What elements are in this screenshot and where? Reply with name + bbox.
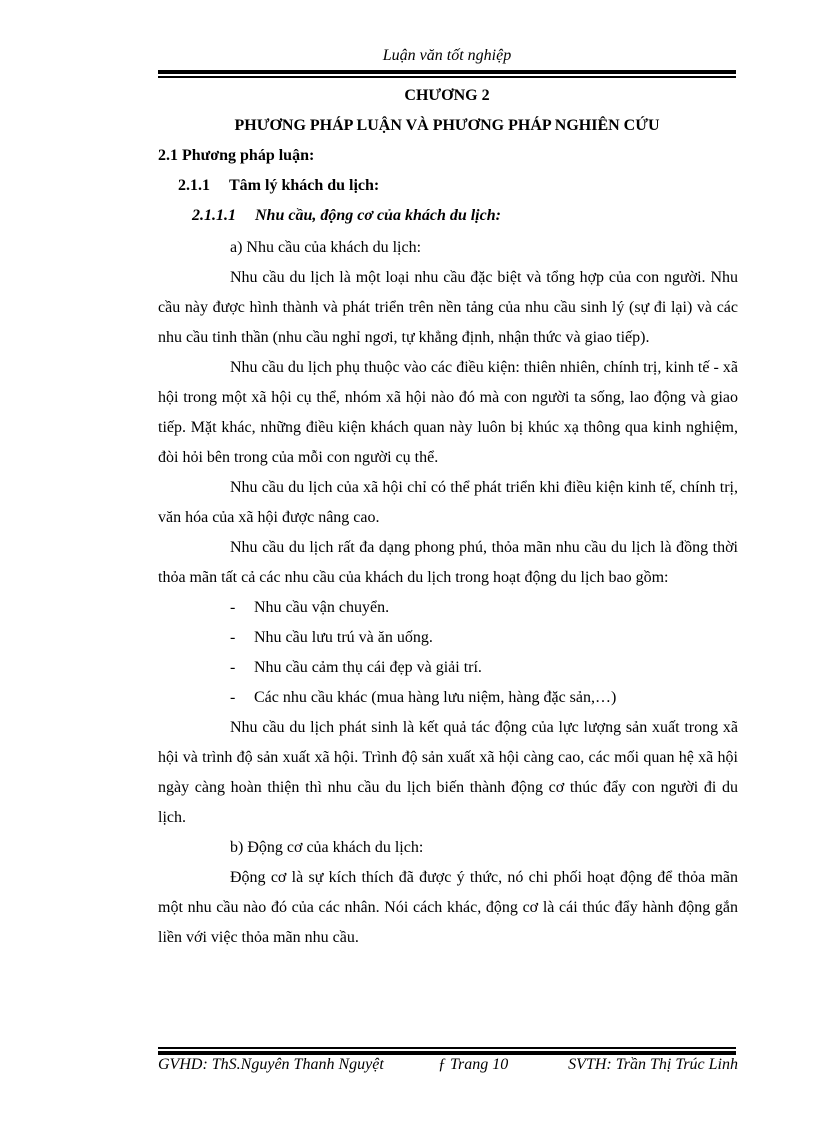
bullet-mark: -: [230, 689, 236, 706]
footer-rule-thin: [158, 1047, 736, 1049]
chapter-title: PHƯƠNG PHÁP LUẬN VÀ PHƯƠNG PHÁP NGHIÊN CỨU: [234, 117, 660, 134]
running-header: Luận văn tốt nghiệp: [382, 47, 512, 64]
paragraph: Động cơ là sự kích thích đã được ý thức, nó chi phối hoạt động để thỏa mãn một nhu cầu nào đó của các nhân. Nói cách khác, động cơ là cái thúc đẩy hành động gắn liền với việc thỏa mãn nhu cầu.: [158, 869, 738, 946]
section-heading: 2.1 Phương pháp luận:: [158, 147, 315, 164]
subsubsection-number: 2.1.1.1: [192, 207, 236, 224]
subsection-heading: [178, 176, 379, 196]
subsection-number: 2.1.1: [178, 177, 210, 194]
header-rule-thick: [158, 70, 736, 74]
bullet-text: Các nhu cầu khác (mua hàng lưu niệm, hàng đặc sản,…): [254, 689, 617, 706]
header-rule-thin: [158, 76, 736, 78]
bullet-text: Nhu cầu vận chuyển.: [254, 599, 390, 616]
header-rule: [158, 70, 736, 79]
bullet-mark: -: [230, 659, 236, 676]
bullet-item: [158, 593, 738, 623]
footer-student: SVTH: Trần Thị Trúc Linh: [568, 1056, 738, 1073]
bullet-item: [158, 623, 738, 653]
chapter-label: CHƯƠNG 2: [404, 87, 490, 104]
paragraph: Nhu cầu du lịch là một loại nhu cầu đặc biệt và tổng hợp của con người. Nhu cầu này được hình thành và phát triển trên nền tảng của nhu cầu sinh lý (sự đi lại) và các nhu cầu tinh thần (nhu cầu nghỉ ngơi, tự khẳng định, nhận thức và giao tiếp).: [158, 269, 738, 346]
subsection-title: Tâm lý khách du lịch:: [229, 177, 380, 194]
body-text: [158, 233, 738, 953]
paragraph: Nhu cầu du lịch rất đa dạng phong phú, thỏa mãn nhu cầu du lịch là đồng thời thỏa mãn tất cả các nhu cầu của khách du lịch trong hoạt động du lịch bao gồm:: [158, 539, 738, 586]
bullet-text: Nhu cầu lưu trú và ăn uống.: [254, 629, 433, 646]
paragraph: Nhu cầu du lịch phụ thuộc vào các điều kiện: thiên nhiên, chính trị, kinh tế - xã hội trong một xã hội cụ thể, nhóm xã hội nào đó mà con người ta sống, lao động và giao tiếp. Mặt khác, những điều kiện khách quan này luôn bị khúc xạ thông qua kinh nghiệm, đòi hỏi bên trong của mỗi con người cụ thể.: [158, 359, 738, 466]
footer-rule-thick: [158, 1051, 736, 1055]
bullet-text: Nhu cầu cảm thụ cái đẹp và giải trí.: [254, 659, 482, 676]
bullet-mark: -: [230, 599, 236, 616]
footer-advisor: GVHD: ThS.Nguyên Thanh Nguyệt: [158, 1056, 384, 1073]
bullet-item: [158, 683, 738, 713]
paragraph: Nhu cầu du lịch của xã hội chỉ có thể phát triển khi điều kiện kinh tế, chính trị, văn hóa của xã hội được nâng cao.: [158, 479, 738, 526]
footer-page-number: ƒ Trang 10: [438, 1056, 509, 1073]
paragraph: Nhu cầu du lịch phát sinh là kết quả tác động của lực lượng sản xuất trong xã hội và trình độ sản xuất xã hội. Trình độ sản xuất xã hội càng cao, các mối quan hệ xã hội ngày càng hoàn thiện thì nhu cầu du lịch biến thành động cơ thúc đẩy con người đi du lịch.: [158, 719, 738, 826]
page-footer: [158, 1055, 738, 1075]
item-b-heading: b) Động cơ của khách du lịch:: [230, 839, 424, 856]
subsubsection-heading: [192, 206, 501, 226]
bullet-item: [158, 653, 738, 683]
subsubsection-title: Nhu cầu, động cơ của khách du lịch:: [255, 207, 501, 224]
item-a-heading: a) Nhu cầu của khách du lịch:: [230, 239, 422, 256]
footer-rule: [158, 1047, 736, 1055]
bullet-mark: -: [230, 629, 236, 646]
